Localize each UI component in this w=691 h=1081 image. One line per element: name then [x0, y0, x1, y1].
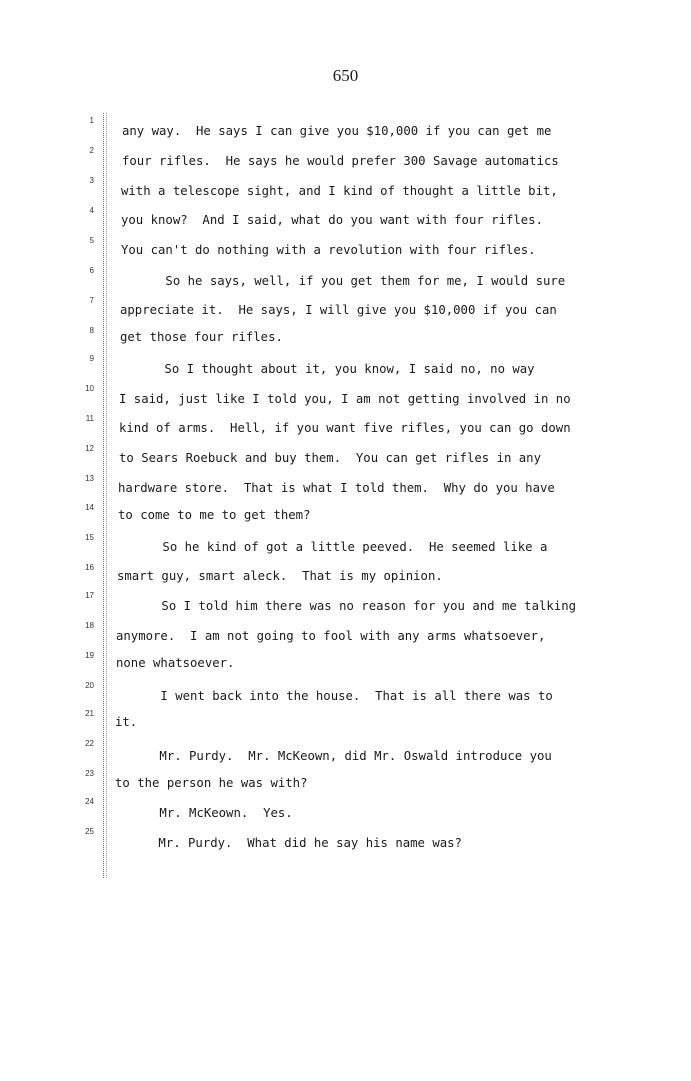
- line-number: 16: [85, 563, 94, 572]
- transcript-line: you know? And I said, what do you want with four rifles.: [121, 213, 543, 227]
- transcript-line: kind of arms. Hell, if you want five rifles, you can go down: [119, 421, 571, 435]
- line-number: 11: [85, 414, 94, 423]
- line-number: 12: [85, 444, 94, 453]
- line-number: 23: [85, 769, 94, 778]
- line-number: 20: [85, 681, 94, 690]
- line-number: 3: [89, 176, 94, 185]
- line-number: 1: [89, 116, 94, 125]
- transcript-line: to Sears Roebuck and buy them. You can get rifles in any: [119, 451, 541, 465]
- transcript-line: So he says, well, if you get them for me, I would sure: [121, 274, 566, 288]
- line-number: 4: [89, 206, 94, 215]
- transcript-line: smart guy, smart aleck. That is my opinion.: [117, 569, 443, 583]
- margin-rule: [106, 113, 107, 878]
- transcript-line: I went back into the house. That is all there was to: [116, 689, 553, 703]
- line-number: 10: [85, 384, 94, 393]
- transcript-line: none whatsoever.: [116, 656, 235, 670]
- transcript-line: So he kind of got a little peeved. He seemed like a: [118, 540, 548, 554]
- transcript-line: Mr. Purdy. What did he say his name was?: [114, 836, 462, 850]
- line-number: 17: [85, 591, 94, 600]
- line-number: 22: [85, 739, 94, 748]
- transcript-line: to the person he was with?: [115, 776, 308, 790]
- transcript-line: hardware store. That is what I told them. Why do you have: [118, 481, 555, 495]
- line-number: 2: [89, 146, 94, 155]
- line-number: 25: [85, 827, 94, 836]
- line-number: 7: [89, 296, 94, 305]
- transcript-line: get those four rifles.: [120, 330, 283, 344]
- line-number: 8: [89, 326, 94, 335]
- line-number: 21: [85, 709, 94, 718]
- line-number: 18: [85, 621, 94, 630]
- transcript-line: I said, just like I told you, I am not getting involved in no: [119, 392, 571, 406]
- transcript-line: appreciate it. He says, I will give you $10,000 if you can: [120, 303, 557, 317]
- line-number: 9: [89, 354, 94, 363]
- transcript-line: So I thought about it, you know, I said no, no way: [120, 362, 535, 376]
- transcript-line: to come to me to get them?: [118, 508, 311, 522]
- line-number: 14: [85, 503, 94, 512]
- line-number: 15: [85, 533, 94, 542]
- transcript-line: Mr. Purdy. Mr. McKeown, did Mr. Oswald introduce you: [115, 749, 552, 763]
- line-number: 24: [85, 797, 94, 806]
- line-number: 19: [85, 651, 94, 660]
- transcript-line: anymore. I am not going to fool with any arms whatsoever,: [116, 629, 546, 643]
- margin-rule: [103, 113, 104, 878]
- page-number: 650: [332, 66, 359, 85]
- transcript-line: it.: [115, 715, 138, 729]
- transcript-line: with a telescope sight, and I kind of thought a little bit,: [121, 184, 558, 198]
- transcript-line: You can't do nothing with a revolution with four rifles.: [121, 243, 536, 257]
- line-number: 6: [89, 266, 94, 275]
- line-number: 5: [89, 236, 94, 245]
- transcript-line: four rifles. He says he would prefer 300 Savage automatics: [122, 154, 559, 168]
- transcript-line: Mr. McKeown. Yes.: [115, 806, 293, 820]
- line-number: 13: [85, 474, 94, 483]
- transcript-line: So I told him there was no reason for you and me talking: [117, 599, 577, 613]
- transcript-line: any way. He says I can give you $10,000 if you can get me: [122, 124, 552, 138]
